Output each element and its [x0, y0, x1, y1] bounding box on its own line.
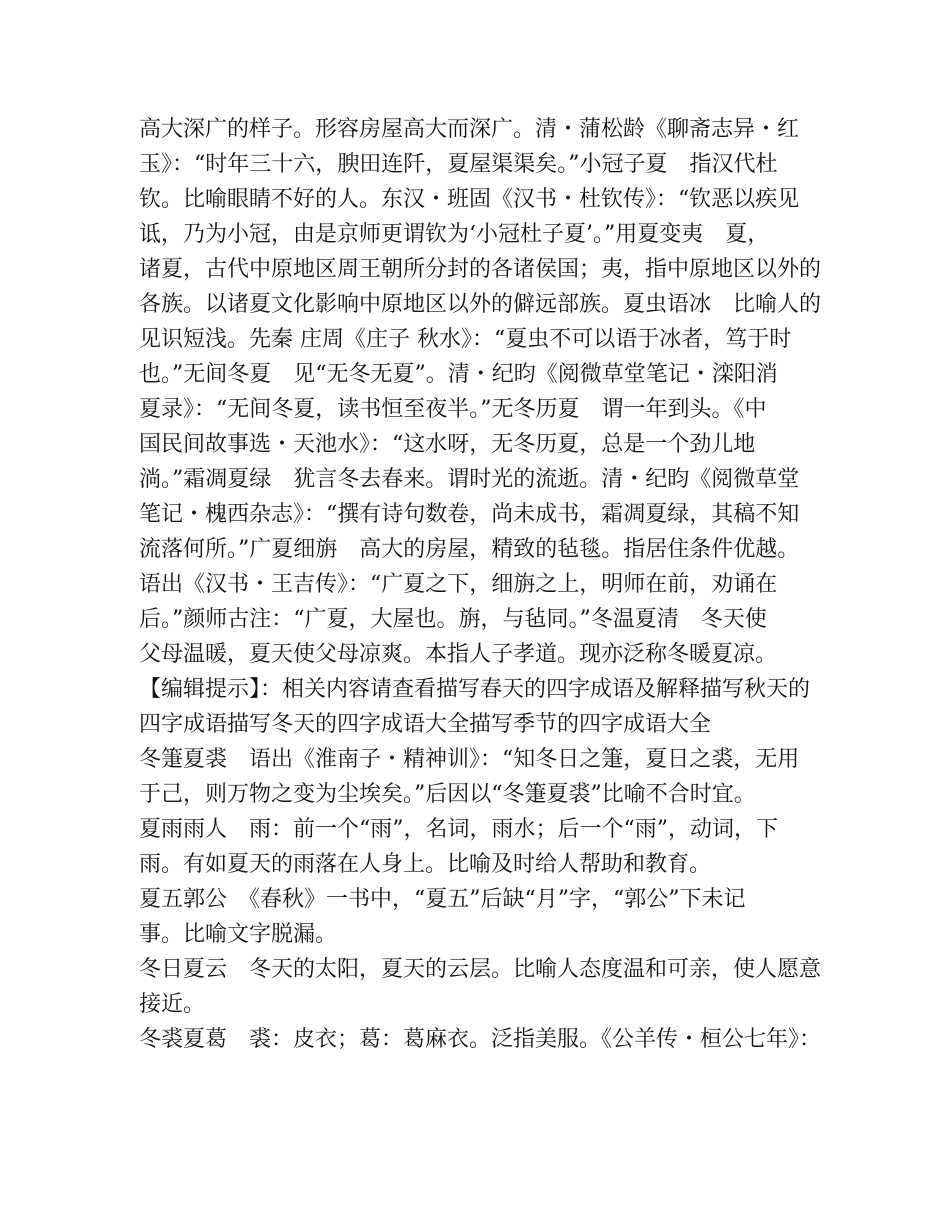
text-line: 后。”颜师古注：“广夏，大屋也。旃，与毡同。”冬温夏清 冬天使 [139, 607, 767, 632]
editor-note-line: 四字成语描写冬天的四字成语大全描写季节的四字成语大全 [139, 712, 712, 737]
editor-note-line: 【编辑提示】：相关内容请查看描写春天的四字成语及解释描写秋天的 [139, 677, 811, 702]
text-line: 冬日夏云 冬天的太阳，夏天的云层。比喻人态度温和可亲，使人愿意 [139, 957, 822, 982]
text-line: 夏五郭公 《春秋》一书中，“夏五”后缺“月”字，“郭公”下未记 [139, 887, 746, 912]
text-line: 玉》：“时年三十六，腴田连阡，夏屋渠渠矣。”小冠子夏 指汉代杜 [139, 152, 778, 177]
text-line: 父母温暖，夏天使父母凉爽。本指人子孝道。现亦泛称冬暖夏凉。 [139, 642, 778, 667]
document-body [139, 112, 829, 1057]
text-line: 接近。 [139, 992, 206, 1017]
text-line: 冬箑夏裘 语出《淮南子・精神训》：“知冬日之箑，夏日之裘，无用 [139, 747, 800, 772]
text-line: 国民间故事选・天池水》：“这水呀，无冬历夏，总是一个劲儿地 [139, 432, 756, 457]
text-line: 夏录》：“无间冬夏，读书恒至夜半。”无冬历夏 谓一年到头。《中 [139, 397, 767, 422]
text-line: 冬裘夏葛 裘：皮衣；葛：葛麻衣。泛指美服。《公羊传・桓公七年》： [139, 1027, 822, 1052]
text-line: 语出《汉书・王吉传》：“广夏之下，细旃之上，明师在前，劝诵在 [139, 572, 778, 597]
text-line: 也。”无间冬夏 见“无冬无夏”。清・纪昀《阅微草堂笔记・滦阳消 [139, 362, 778, 387]
text-line: 事。比喻文字脱漏。 [139, 922, 338, 947]
text-line: 于己，则万物之变为尘埃矣。”后因以“冬箑夏裘”比喻不合时宜。 [139, 782, 756, 807]
text-line: 夏雨雨人 雨：前一个“雨”，名词，雨水；后一个“雨”，动词，下 [139, 817, 778, 842]
text-line: 高大深广的样子。形容房屋高大而深广。清・蒲松龄《聊斋志异・红 [139, 117, 800, 142]
text-line: 诋，乃为小冠，由是京师更谓钦为‘小冠杜子夏’。”用夏变夷 夏， [139, 222, 770, 247]
text-line: 雨。有如夏天的雨落在人身上。比喻及时给人帮助和教育。 [139, 852, 712, 877]
text-line: 钦。比喻眼睛不好的人。东汉・班固《汉书・杜钦传》：“钦恶以疾见 [139, 187, 800, 212]
text-line: 诸夏，古代中原地区周王朝所分封的各诸侯国；夷，指中原地区以外的 [139, 257, 822, 282]
text-line: 见识短浅。先秦 庄周《庄子 秋水》：“夏虫不可以语于冰者，笃于时 [139, 327, 792, 352]
text-line: 淌。”霜凋夏绿 犹言冬去春来。谓时光的流逝。清・纪昀《阅微草堂 [139, 467, 800, 492]
text-line: 流落何所。”广夏细旃 高大的房屋，精致的毡毯。指居住条件优越。 [139, 537, 800, 562]
text-line: 笔记・槐西杂志》：“撰有诗句数卷，尚未成书，霜凋夏绿，其稿不知 [139, 502, 800, 527]
text-line: 各族。以诸夏文化影响中原地区以外的僻远部族。夏虫语冰 比喻人的 [139, 292, 822, 317]
